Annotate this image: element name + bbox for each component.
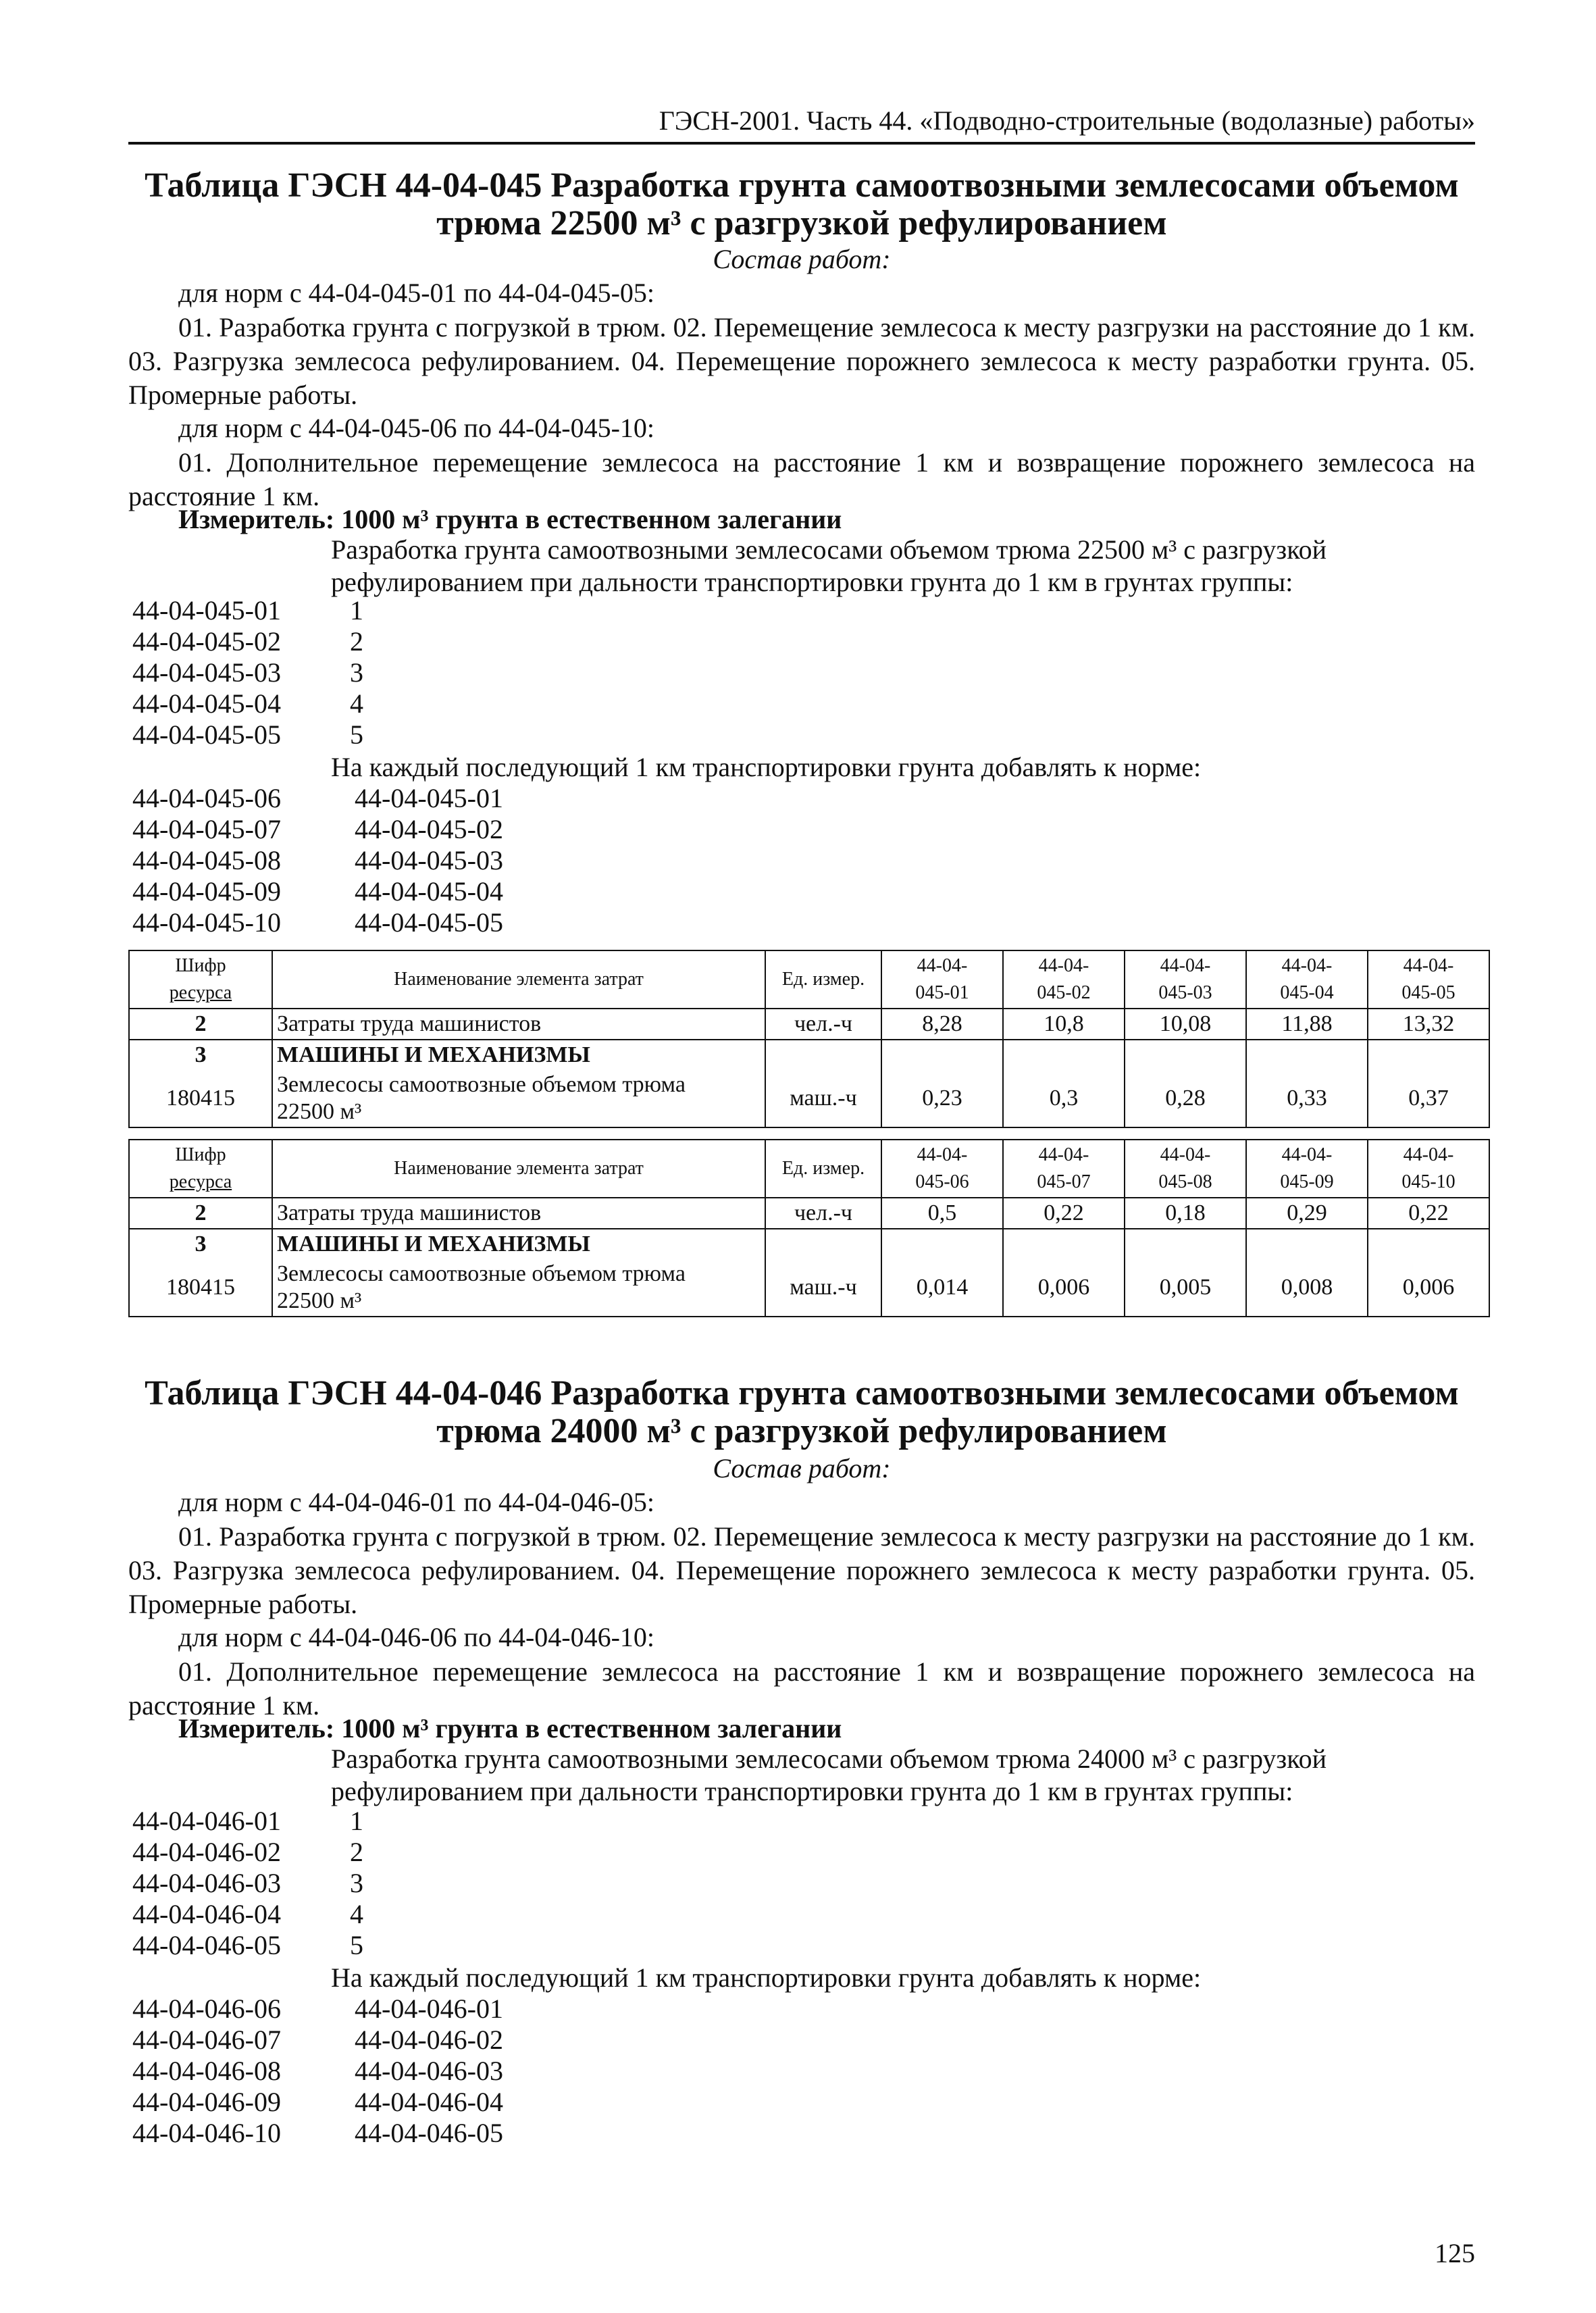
header-element-name: Наименование элемента затрат xyxy=(272,1140,765,1198)
row-unit: чел.-ч xyxy=(765,1009,881,1040)
row-value: 0,5 xyxy=(881,1198,1003,1229)
addon-ref: 44-04-046-03 xyxy=(355,2056,503,2086)
row-name: Затраты труда машинистов xyxy=(272,1009,765,1040)
addon-code: 44-04-046-06 xyxy=(132,1993,281,2024)
addon-code: 44-04-045-06 xyxy=(132,783,281,813)
group-value: 2 xyxy=(350,626,363,657)
group-value: 1 xyxy=(350,1806,363,1836)
section2-norms-range-b: для норм с 44-04-046-06 по 44-04-046-10: xyxy=(178,1622,655,1652)
group-code: 44-04-045-05 xyxy=(132,719,281,750)
table-row xyxy=(129,1009,1489,1040)
addon-code: 44-04-046-10 xyxy=(132,2118,281,2148)
row-value: 0,006 xyxy=(1003,1259,1125,1317)
group-code: 44-04-046-03 xyxy=(132,1868,281,1898)
group-code: 44-04-045-01 xyxy=(132,595,281,626)
row-value: 10,8 xyxy=(1003,1009,1125,1040)
header-norm-col: 44-04- 045-05 xyxy=(1368,950,1489,1009)
group-name: МАШИНЫ И МЕХАНИЗМЫ xyxy=(272,1229,765,1259)
row-value: 0,23 xyxy=(881,1070,1003,1127)
header-norm-col: 44-04- 045-06 xyxy=(881,1140,1003,1198)
row-code: 180415 xyxy=(129,1259,272,1317)
row-value: 13,32 xyxy=(1368,1009,1489,1040)
group-value: 5 xyxy=(350,719,363,750)
section1-composition-heading: Состав работ: xyxy=(713,244,891,274)
header-norm-col: 44-04- 045-07 xyxy=(1003,1140,1125,1198)
header-unit: Ед. измер. xyxy=(765,950,881,1009)
group-value: 1 xyxy=(350,595,363,626)
row-value: 0,014 xyxy=(881,1259,1003,1317)
row-value: 0,3 xyxy=(1003,1070,1125,1127)
header-resource-code: Шифр ресурса xyxy=(129,950,272,1009)
row-value: 0,37 xyxy=(1368,1070,1489,1127)
table-row xyxy=(129,1229,1489,1259)
addon-code: 44-04-045-08 xyxy=(132,845,281,875)
group-value: 4 xyxy=(350,688,363,719)
row-code: 2 xyxy=(129,1009,272,1040)
section1-meter: Измеритель: 1000 м³ грунта в естественном залегании xyxy=(178,504,842,534)
addon-ref: 44-04-045-03 xyxy=(355,845,503,875)
section1-title-line2: трюма 22500 м³ с разгрузкой рефулированием xyxy=(436,204,1167,243)
header-norm-col: 44-04- 045-04 xyxy=(1246,950,1368,1009)
group-code: 3 xyxy=(129,1040,272,1070)
section2-meter: Измеритель: 1000 м³ грунта в естественном залегании xyxy=(178,1713,842,1744)
group-name: МАШИНЫ И МЕХАНИЗМЫ xyxy=(272,1040,765,1070)
addon-ref: 44-04-046-05 xyxy=(355,2118,503,2148)
table-row xyxy=(129,1070,1489,1127)
group-code: 44-04-045-04 xyxy=(132,688,281,719)
table-row xyxy=(129,1259,1489,1317)
header-norm-col: 44-04- 045-10 xyxy=(1368,1140,1489,1198)
header-norm-col: 44-04- 045-01 xyxy=(881,950,1003,1009)
addon-ref: 44-04-046-01 xyxy=(355,1993,503,2024)
addon-ref: 44-04-046-04 xyxy=(355,2087,503,2117)
row-name: Затраты труда машинистов xyxy=(272,1198,765,1229)
table-header-row xyxy=(129,1140,1489,1198)
row-value: 0,006 xyxy=(1368,1259,1489,1317)
group-code: 44-04-046-01 xyxy=(132,1806,281,1836)
row-value: 0,33 xyxy=(1246,1070,1368,1127)
addon-code: 44-04-046-08 xyxy=(132,2056,281,2086)
section2-title-line1: Таблица ГЭСН 44-04-046 Разработка грунта самоотвозными землесосами объемом xyxy=(145,1374,1459,1413)
addon-ref: 44-04-045-04 xyxy=(355,876,503,907)
group-value: 4 xyxy=(350,1899,363,1929)
row-value: 0,008 xyxy=(1246,1259,1368,1317)
group-code: 44-04-045-03 xyxy=(132,657,281,688)
section1-desc-line1: Разработка грунта самоотвозными землесосами объемом трюма 22500 м³ с разгрузкой xyxy=(331,534,1327,565)
section2-works-a: 01. Разработка грунта с погрузкой в трюм. 02. Перемещение землесоса к месту разгрузки на расстояние до 1 км. 03. Разгрузка землесоса рефулированием. 04. Перемещение порожнего землесоса к месту разработки грунта. 05. Промерные работы. xyxy=(128,1521,1475,1619)
header-norm-col: 44-04- 045-08 xyxy=(1125,1140,1246,1198)
table-header-row xyxy=(129,950,1489,1009)
header-norm-col: 44-04- 045-09 xyxy=(1246,1140,1368,1198)
row-value: 8,28 xyxy=(881,1009,1003,1040)
group-code: 44-04-046-04 xyxy=(132,1899,281,1929)
row-value: 11,88 xyxy=(1246,1009,1368,1040)
page-number: 125 xyxy=(1435,2238,1475,2268)
addon-code: 44-04-045-10 xyxy=(132,907,281,938)
group-value: 3 xyxy=(350,657,363,688)
addon-code: 44-04-045-09 xyxy=(132,876,281,907)
row-value: 0,22 xyxy=(1368,1198,1489,1229)
header-unit: Ед. измер. xyxy=(765,1140,881,1198)
resource-table-2 xyxy=(128,1139,1490,1317)
header-norm-col: 44-04- 045-03 xyxy=(1125,950,1246,1009)
section1-addon-text: На каждый последующий 1 км транспортировки грунта добавлять к норме: xyxy=(331,752,1202,782)
row-unit: маш.-ч xyxy=(765,1070,881,1127)
row-value: 0,22 xyxy=(1003,1198,1125,1229)
section2-desc-line1: Разработка грунта самоотвозными землесосами объемом трюма 24000 м³ с разгрузкой xyxy=(331,1744,1327,1774)
addon-code: 44-04-046-09 xyxy=(132,2087,281,2117)
row-unit: маш.-ч xyxy=(765,1259,881,1317)
section2-title-line2: трюма 24000 м³ с разгрузкой рефулированием xyxy=(436,1412,1167,1450)
row-code: 180415 xyxy=(129,1070,272,1127)
row-name: Землесосы самоотвозные объемом трюма 22500 м³ xyxy=(272,1259,765,1317)
group-code: 44-04-046-02 xyxy=(132,1837,281,1867)
addon-code: 44-04-046-07 xyxy=(132,2025,281,2055)
section1-works-b: 01. Дополнительное перемещение землесоса на расстояние 1 км и возвращение порожнего землесоса на расстояние 1 км. xyxy=(128,447,1475,511)
row-name: Землесосы самоотвозные объемом трюма 22500 м³ xyxy=(272,1070,765,1127)
group-code: 44-04-046-05 xyxy=(132,1930,281,1960)
group-code: 44-04-045-02 xyxy=(132,626,281,657)
addon-ref: 44-04-045-05 xyxy=(355,907,503,938)
group-value: 3 xyxy=(350,1868,363,1898)
addon-ref: 44-04-045-02 xyxy=(355,814,503,844)
section1-norms-range-a: для норм с 44-04-045-01 по 44-04-045-05: xyxy=(178,278,655,308)
row-unit: чел.-ч xyxy=(765,1198,881,1229)
table-row xyxy=(129,1040,1489,1070)
section2-desc-line2: рефулированием при дальности транспортировки грунта до 1 км в грунтах группы: xyxy=(331,1776,1293,1806)
addon-code: 44-04-045-07 xyxy=(132,814,281,844)
addon-ref: 44-04-046-02 xyxy=(355,2025,503,2055)
section1-norms-range-b: для норм с 44-04-045-06 по 44-04-045-10: xyxy=(178,413,655,443)
row-value: 10,08 xyxy=(1125,1009,1246,1040)
section1-desc-line2: рефулированием при дальности транспортировки грунта до 1 км в грунтах группы: xyxy=(331,567,1293,597)
table-row xyxy=(129,1198,1489,1229)
addon-ref: 44-04-045-01 xyxy=(355,783,503,813)
row-value: 0,18 xyxy=(1125,1198,1246,1229)
section2-norms-range-a: для норм с 44-04-046-01 по 44-04-046-05: xyxy=(178,1487,655,1517)
section2-addon-text: На каждый последующий 1 км транспортировки грунта добавлять к норме: xyxy=(331,1962,1202,1993)
row-code: 2 xyxy=(129,1198,272,1229)
section1-title-line1: Таблица ГЭСН 44-04-045 Разработка грунта самоотвозными землесосами объемом xyxy=(145,166,1459,205)
group-code: 3 xyxy=(129,1229,272,1259)
row-value: 0,28 xyxy=(1125,1070,1246,1127)
running-header-text: ГЭСН-2001. Часть 44. «Подводно-строительные (водолазные) работы» xyxy=(659,105,1475,136)
row-value: 0,005 xyxy=(1125,1259,1246,1317)
section2-works-b: 01. Дополнительное перемещение землесоса на расстояние 1 км и возвращение порожнего землесоса на расстояние 1 км. xyxy=(128,1656,1475,1721)
group-value: 2 xyxy=(350,1837,363,1867)
header-norm-col: 44-04- 045-02 xyxy=(1003,950,1125,1009)
row-value: 0,29 xyxy=(1246,1198,1368,1229)
header-resource-code: Шифр ресурса xyxy=(129,1140,272,1198)
running-header xyxy=(128,95,1475,145)
group-value: 5 xyxy=(350,1930,363,1960)
section2-composition-heading: Состав работ: xyxy=(713,1453,891,1483)
section1-works-a: 01. Разработка грунта с погрузкой в трюм. 02. Перемещение землесоса к месту разгрузки на расстояние до 1 км. 03. Разгрузка землесоса рефулированием. 04. Перемещение порожнего землесоса к месту разработки грунта. 05. Промерные работы. xyxy=(128,312,1475,410)
header-element-name: Наименование элемента затрат xyxy=(272,950,765,1009)
resource-table-1 xyxy=(128,950,1490,1128)
